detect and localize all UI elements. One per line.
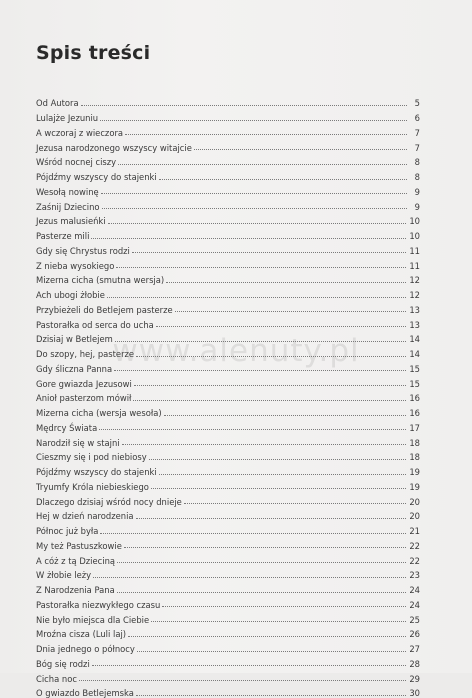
toc-entry <box>36 624 420 639</box>
toc-entry-page: 22 <box>409 555 420 566</box>
toc-dot-leader <box>124 547 406 548</box>
toc-entry <box>36 654 420 669</box>
toc-entry-page: 5 <box>414 98 420 109</box>
toc-dot-leader <box>100 120 407 121</box>
toc-dot-leader <box>118 164 407 165</box>
toc-dot-leader <box>149 459 407 460</box>
toc-entry <box>36 403 420 418</box>
toc-dot-leader <box>117 592 407 593</box>
toc-entry-title: Nie było miejsca dla Ciebie <box>36 614 150 625</box>
toc-entry <box>36 565 420 580</box>
toc-dot-leader <box>166 282 406 283</box>
toc-entry <box>36 609 420 624</box>
toc-entry-title: Pójdźmy wszyscy do stajenki <box>36 172 157 183</box>
toc-entry-title: Cieszmy się i pod niebiosy <box>36 452 147 463</box>
toc-dot-leader <box>91 238 406 239</box>
toc-dot-leader <box>99 429 406 430</box>
toc-entry-title: Gdy śliczna Panna <box>36 363 113 374</box>
toc-entry-title: Ach ubogi żłobie <box>36 290 105 301</box>
toc-entry <box>36 152 420 167</box>
toc-entry-title: My też Pastuszkowie <box>36 540 122 551</box>
toc-dot-leader <box>117 562 406 563</box>
toc-entry-page: 14 <box>409 349 420 360</box>
toc-dot-leader <box>194 149 407 150</box>
toc-entry-page: 15 <box>409 363 420 374</box>
toc-dot-leader <box>133 400 406 401</box>
toc-entry-title: A wczoraj z wieczora <box>36 127 124 138</box>
toc-entry <box>36 226 420 241</box>
toc-dot-leader <box>132 252 406 253</box>
toc-entry-page: 20 <box>409 496 420 507</box>
toc-entry <box>36 314 420 329</box>
toc-entry-page: 11 <box>409 245 420 256</box>
toc-entry-page: 20 <box>409 511 420 522</box>
toc-entry <box>36 595 420 610</box>
toc-entry-title: Tryumfy Króla niebieskiego <box>36 481 149 492</box>
toc-entry-title: Jezus malusieńki <box>36 216 106 227</box>
toc-entry <box>36 241 420 256</box>
toc-entry <box>36 359 420 374</box>
toc-entry-title: Gore gwiazda Jezusowi <box>36 378 132 389</box>
toc-entry-page: 19 <box>409 481 420 492</box>
toc-entry-page: 27 <box>409 644 420 655</box>
toc-entry-title: Hej w dzień narodzenia <box>36 511 134 522</box>
toc-dot-leader <box>122 444 407 445</box>
toc-entry-page: 16 <box>409 408 420 419</box>
toc-entry-page: 17 <box>409 422 420 433</box>
toc-entry-page: 18 <box>409 452 420 463</box>
toc-entry <box>36 388 420 403</box>
toc-dot-leader <box>164 415 407 416</box>
toc-dot-leader <box>159 179 407 180</box>
toc-entry <box>36 93 420 108</box>
toc-entry-page: 15 <box>409 378 420 389</box>
toc-entry-title: Z Narodzenia Pana <box>36 585 115 596</box>
toc-entry-title: Mędrcy Świata <box>36 422 98 433</box>
toc-dot-leader <box>125 134 407 135</box>
toc-dot-leader <box>101 193 407 194</box>
toc-dot-leader <box>151 621 406 622</box>
toc-entry <box>36 580 420 595</box>
toc-entry-title: Pastorałka niezwykłego czasu <box>36 599 161 610</box>
toc-entry <box>36 270 420 285</box>
toc-entry-page: 8 <box>414 172 420 183</box>
toc-entry <box>36 432 420 447</box>
toc-entry-title: Dzisiaj w Betlejem <box>36 334 113 345</box>
toc-entry <box>36 167 420 182</box>
toc-dot-leader <box>100 533 406 534</box>
toc-dot-leader <box>114 370 406 371</box>
toc-entry-title: O gwiazdo Betlejemska <box>36 688 134 698</box>
toc-entry-title: Bóg się rodzi <box>36 658 90 669</box>
toc-dot-leader <box>92 665 407 666</box>
toc-entry <box>36 137 420 152</box>
toc-entry-title: Cicha noc <box>36 673 77 684</box>
toc-entry <box>36 521 420 536</box>
toc-entry <box>36 211 420 226</box>
toc-dot-leader <box>128 636 406 637</box>
toc-entry-title: Lulajże Jezuniu <box>36 113 99 124</box>
toc-dot-leader <box>136 356 406 357</box>
toc-entry-title: Od Autora <box>36 98 79 109</box>
toc-dot-leader <box>151 488 406 489</box>
table-of-contents <box>36 93 420 698</box>
toc-entry-page: 9 <box>414 201 420 212</box>
toc-entry <box>36 108 420 123</box>
toc-entry-page: 26 <box>409 629 420 640</box>
toc-entry-page: 7 <box>414 127 420 138</box>
toc-entry-title: Północ już była <box>36 526 99 537</box>
toc-entry-page: 12 <box>409 290 420 301</box>
toc-dot-leader <box>136 518 407 519</box>
toc-entry <box>36 329 420 344</box>
toc-dot-leader <box>162 606 406 607</box>
toc-dot-leader <box>108 223 407 224</box>
toc-entry-title: Do szopy, hej, pasterze <box>36 349 135 360</box>
toc-entry <box>36 300 420 315</box>
toc-dot-leader <box>102 208 407 209</box>
page-title: Spis treści <box>36 42 151 64</box>
toc-entry <box>36 462 420 477</box>
toc-entry-page: 23 <box>409 570 420 581</box>
toc-dot-leader <box>137 651 406 652</box>
toc-entry <box>36 447 420 462</box>
toc-entry-title: Przybieżeli do Betlejem pasterze <box>36 304 173 315</box>
toc-entry-title: Mizerna cicha (smutna wersja) <box>36 275 165 286</box>
toc-entry <box>36 536 420 551</box>
toc-dot-leader <box>81 105 407 106</box>
toc-entry-title: Z nieba wysokiego <box>36 260 115 271</box>
toc-entry <box>36 182 420 197</box>
toc-entry <box>36 255 420 270</box>
toc-entry <box>36 477 420 492</box>
toc-entry-title: Wesołą nowinę <box>36 186 99 197</box>
toc-entry <box>36 683 420 698</box>
toc-dot-leader <box>134 385 407 386</box>
toc-entry <box>36 196 420 211</box>
toc-entry-page: 13 <box>409 304 420 315</box>
toc-entry-title: Jezusa narodzonego wszyscy witajcie <box>36 142 192 153</box>
toc-entry-page: 19 <box>409 467 420 478</box>
toc-entry-title: Pasterze mili <box>36 231 90 242</box>
toc-entry-title: A cóż z tą Dzieciną <box>36 555 116 566</box>
toc-dot-leader <box>184 503 407 504</box>
toc-entry <box>36 506 420 521</box>
toc-entry-page: 21 <box>409 526 420 537</box>
toc-dot-leader <box>136 695 406 696</box>
toc-entry-page: 18 <box>409 437 420 448</box>
toc-entry-page: 10 <box>409 231 420 242</box>
toc-entry-title: Pastorałka od serca do ucha <box>36 319 154 330</box>
toc-dot-leader <box>175 311 407 312</box>
toc-entry-title: W żłobie leży <box>36 570 92 581</box>
toc-entry-page: 30 <box>409 688 420 698</box>
toc-dot-leader <box>115 341 407 342</box>
toc-entry <box>36 550 420 565</box>
toc-entry-page: 13 <box>409 319 420 330</box>
toc-entry-title: Pójdźmy wszyscy do stajenki <box>36 467 157 478</box>
toc-dot-leader <box>93 577 406 578</box>
toc-entry-page: 14 <box>409 334 420 345</box>
toc-entry-page: 6 <box>414 113 420 124</box>
toc-entry-page: 25 <box>409 614 420 625</box>
toc-dot-leader <box>159 474 407 475</box>
toc-entry-title: Anioł pasterzom mówił <box>36 393 132 404</box>
toc-entry-page: 24 <box>409 585 420 596</box>
toc-entry-title: Zaśnij Dziecino <box>36 201 100 212</box>
toc-entry-title: Dnia jednego o północy <box>36 644 135 655</box>
toc-entry-page: 11 <box>409 260 420 271</box>
toc-entry-title: Wśród nocnej ciszy <box>36 157 117 168</box>
toc-entry-title: Gdy się Chrystus rodzi <box>36 245 130 256</box>
toc-entry-title: Mroźna cisza (Luli laj) <box>36 629 127 640</box>
toc-entry-page: 29 <box>409 673 420 684</box>
toc-entry <box>36 491 420 506</box>
toc-entry-page: 22 <box>409 540 420 551</box>
toc-entry-page: 16 <box>409 393 420 404</box>
toc-entry <box>36 285 420 300</box>
toc-entry-title: Mizerna cicha (wersja wesoła) <box>36 408 162 419</box>
toc-entry-page: 28 <box>409 658 420 669</box>
toc-entry-page: 8 <box>414 157 420 168</box>
toc-entry-page: 24 <box>409 599 420 610</box>
watermark: www.alenuty.pl <box>112 333 360 369</box>
toc-dot-leader <box>156 326 407 327</box>
toc-entry-page: 7 <box>414 142 420 153</box>
toc-entry <box>36 639 420 654</box>
toc-entry-title: Dlaczego dzisiaj wśród nocy dnieje <box>36 496 182 507</box>
toc-entry <box>36 123 420 138</box>
toc-entry-page: 10 <box>409 216 420 227</box>
toc-dot-leader <box>107 297 406 298</box>
toc-entry-page: 9 <box>414 186 420 197</box>
toc-dot-leader <box>116 267 406 268</box>
toc-entry <box>36 373 420 388</box>
toc-dot-leader <box>79 680 406 681</box>
toc-entry-page: 12 <box>409 275 420 286</box>
toc-entry <box>36 668 420 683</box>
toc-entry <box>36 344 420 359</box>
toc-entry-title: Narodził się w stajni <box>36 437 120 448</box>
toc-entry <box>36 418 420 433</box>
